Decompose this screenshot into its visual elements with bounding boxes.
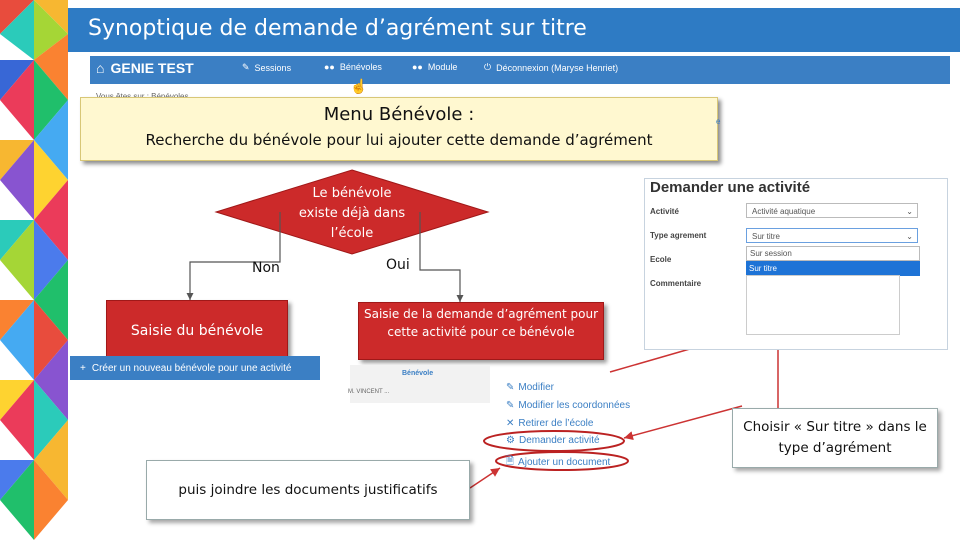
plus-icon: + [80, 362, 86, 374]
connector-docs [470, 468, 500, 488]
menu-modifier[interactable] [506, 382, 554, 393]
type-agrement-value: Sur titre [752, 232, 781, 241]
saisie-demande-box: Saisie de la demande d’agrément pour cette activité pour ce bénévole [358, 302, 604, 360]
label-non: Non [252, 260, 280, 276]
menu-box-title: Menu Bénévole : [323, 104, 475, 125]
home-icon: ⌂ [96, 60, 105, 76]
label-commentaire: Commentaire [650, 279, 702, 288]
saisie-benevole-box: Saisie du bénévole [106, 300, 288, 362]
create-benevole-button[interactable] [70, 356, 320, 380]
option-sur-titre[interactable]: Sur titre [746, 261, 920, 276]
cursor-hand-icon: ☝ [350, 78, 368, 94]
nav-item-label: Module [427, 62, 458, 72]
chevron-down-icon: ⌄ [906, 207, 913, 216]
nav-brand-label: GENIE TEST [110, 60, 194, 76]
users-icon: ●● [324, 62, 335, 72]
connector-callout-to-menu [624, 406, 742, 438]
menu-entry-label: Ajouter un document [518, 457, 611, 468]
page-title: Synoptique de demande d’agrément sur titre [88, 16, 587, 41]
create-benevole-label: Créer un nouveau bénévole pour une activité [91, 362, 292, 374]
activite-select-value: Activité aquatique [752, 207, 816, 216]
nav-item-label: Déconnexion (Maryse Henriet) [496, 62, 619, 73]
nav-item-label: Sessions [254, 62, 292, 73]
activite-select[interactable] [746, 203, 918, 218]
menu-retirer-ecole[interactable] [506, 418, 593, 429]
callout-documents: puis joindre les documents justificatifs [146, 460, 470, 520]
menu-side-text: e [716, 117, 721, 126]
menu-entry-label: Modifier les coordonnées [518, 400, 631, 411]
document-icon: 🗎 [506, 456, 515, 467]
menu-entry-label: Demander activité [518, 435, 600, 446]
menu-demander-activite[interactable] [506, 435, 600, 446]
benevole-panel-header: Bénévole [402, 370, 434, 377]
label-type-agrement: Type agrement [650, 231, 707, 240]
menu-entry-label: Modifier [518, 382, 554, 393]
edit-icon: ✎ [506, 400, 515, 411]
users-icon: ●● [412, 62, 423, 72]
commentaire-textarea[interactable] [746, 275, 900, 335]
label-oui: Oui [386, 257, 410, 273]
form-title: Demander une activité [650, 179, 811, 196]
wrench-icon: ✎ [242, 62, 250, 72]
label-activite: Activité [650, 207, 679, 216]
activity-icon: ⚙ [506, 435, 515, 446]
chevron-down-icon: ⌄ [906, 232, 913, 241]
edit-icon: ✎ [506, 382, 515, 393]
decision-text: Le bénévole existe déjà dans l’école [298, 186, 406, 241]
menu-ajouter-document[interactable] [506, 454, 610, 471]
label-ecole: Ecole [650, 255, 672, 264]
type-agrement-select[interactable] [746, 228, 918, 243]
nav-item-label: Bénévoles [339, 62, 382, 72]
menu-modifier-coordonnees[interactable] [506, 400, 630, 411]
close-icon: ✕ [506, 418, 515, 429]
menu-entry-label: Retirer de l’école [518, 418, 594, 429]
menu-box-subtitle: Recherche du bénévole pour lui ajouter cette demande d’agrément [145, 131, 653, 149]
option-sur-session[interactable]: Sur session [746, 246, 920, 261]
power-icon: ⏻ [484, 62, 492, 72]
callout-sur-titre: Choisir « Sur titre » dans le type d’agrément [732, 408, 938, 468]
benevole-name: M. VINCENT ... [348, 389, 390, 395]
